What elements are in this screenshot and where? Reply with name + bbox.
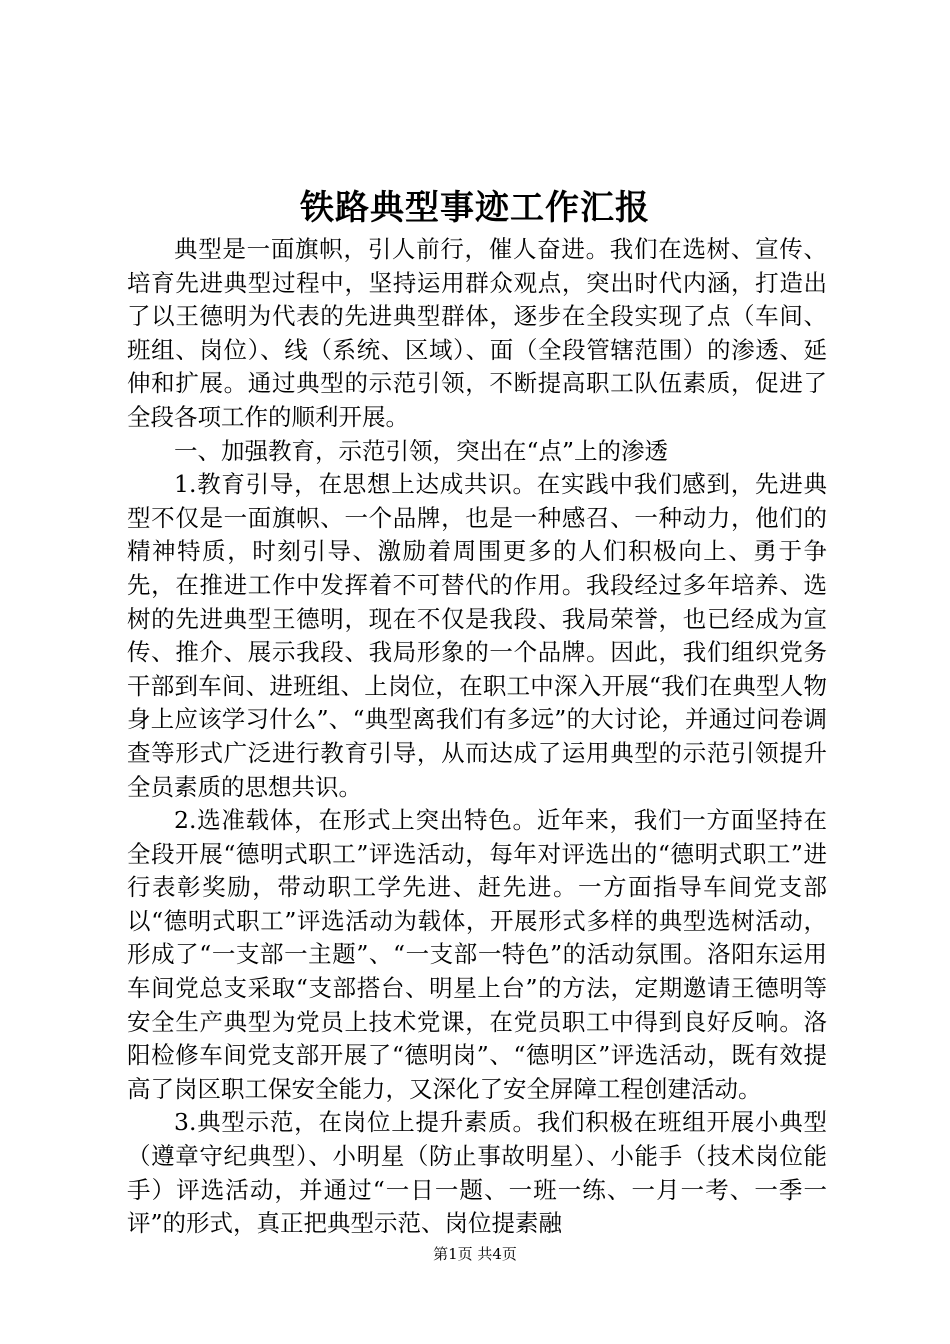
document-title: 铁路典型事迹工作汇报 (300, 188, 650, 228)
document-body (127, 233, 827, 1241)
page-number-footer: 第1页 共4页 (433, 1245, 517, 1263)
body-paragraph: 3.典型示范，在岗位上提升素质。我们积极在班组开展小典型（遵章守纪典型）、小明星（防止事故明星）、小能手（技术岗位能手）评选活动，并通过“一日一题、一班一练、一月一考、一季一评”的形式，真正把典型示范、岗位提素融 (127, 1108, 827, 1238)
intro-paragraph: 典型是一面旗帜，引人前行，催人奋进。我们在选树、宣传、培育先进典型过程中，坚持运用群众观点，突出时代内涵，打造出了以王德明为代表的先进典型群体，逐步在全段实现了点（车间、班组、岗位）、线（系统、区域）、面（全段管辖范围）的渗透、延伸和扩展。通过典型的示范引领，不断提高职工队伍素质，促进了全段各项工作的顺利开展。 (127, 235, 827, 431)
body-paragraph: 1.教育引导，在思想上达成共识。在实践中我们感到，先进典型不仅是一面旗帜、一个品牌，也是一种感召、一种动力，他们的精神特质，时刻引导、激励着周围更多的人们积极向上、勇于争先，在推进工作中发挥着不可替代的作用。我段经过多年培养、选树的先进典型王德明，现在不仅是我段、我局荣誉，也已经成为宣传、推介、展示我段、我局形象的一个品牌。因此，我们组织党务干部到车间、进班组、上岗位，在职工中深入开展“我们在典型人物身上应该学习什么”、“典型离我们有多远”的大讨论，并通过问卷调查等形式广泛进行教育引导，从而达成了运用典型的示范引领提升全员素质的思想共识。 (127, 470, 827, 801)
body-paragraph: 2.选准载体，在形式上突出特色。近年来，我们一方面坚持在全段开展“德明式职工”评选活动，每年对评选出的“德明式职工”进行表彰奖励，带动职工学先进、赶先进。一方面指导车间党支部以“德明式职工”评选活动为载体，开展形式多样的典型选树活动，形成了“一支部一主题”、“一支部一特色”的活动氛围。洛阳东运用车间党总支采取“支部搭台、明星上台”的方法，定期邀请王德明等安全生产典型为党员上技术党课，在党员职工中得到良好反响。洛阳检修车间党支部开展了“德明岗”、“德明区”评选活动，既有效提高了岗区职工保安全能力，又深化了安全屏障工程创建活动。 (127, 806, 827, 1103)
section-heading: 一、加强教育，示范引领，突出在“点”上的渗透 (174, 436, 669, 465)
